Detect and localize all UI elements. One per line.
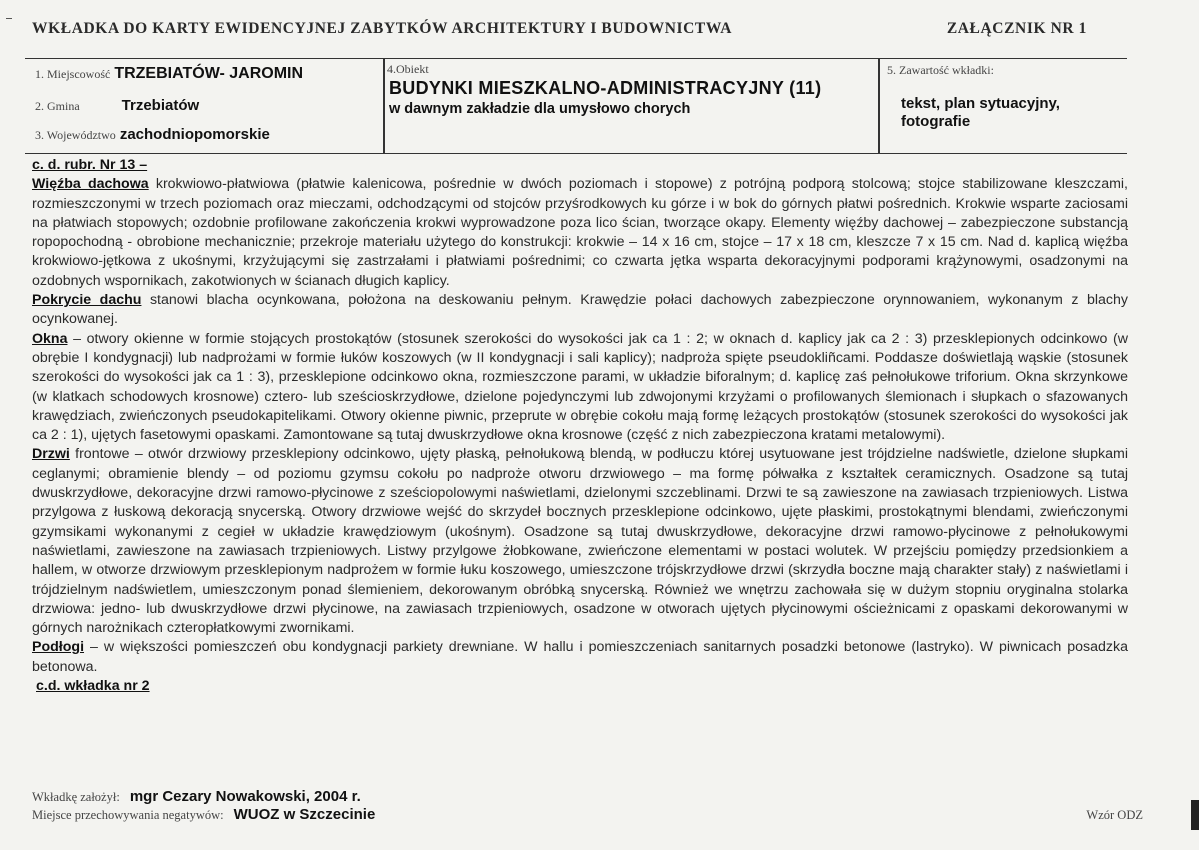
miejscowosc-value: TRZEBIATÓW- JAROMIN — [114, 65, 304, 82]
pokrycie-heading: Pokrycie dachu — [32, 292, 142, 309]
zawartosc-label: 5. Zawartość wkładki: — [887, 63, 994, 77]
gmina-label: 2. Gmina — [35, 99, 80, 113]
pokrycie-text: stanowi blacha ocynkowana, położona na deskowaniu pełnym. Krawędzie połaci dachowych zabezpieczone orynnowaniem, wykonanym z blachy ocynkowanej. — [32, 292, 1128, 328]
wiezba-text: krokwiowo-płatwiowa (płatwie kalenicowa, pośrednie w dwóch poziomach i stopowe) z potrójną podporą stolcową; stojce stabilizowane kleszczami, rozmieszczonymi w trzech poziomach oraz mieczami, odchodzącymi od stojców przyśrodkowych ku górze i w bok do górnych płatwi pośrednich. Krokwie wsparte zaciosami na płatwiach stopowych; ozdobnie profilowane zakończenia krokwi wyprowadzone poza lico ścian, tworzące okapy. Elementy więźby dachowej – zabezpieczone substancją ropopochodną - obrobione mechanicznie; przekroje materiału użytego do konstrukcji: krokwie – 14 x 16 cm, stojce – 17 x 18 cm, kleszcze 7 x 15 cm. Nad d. kaplicą więźba krokwiowo-jętkowa z ukośnymi, krzyżującymi się zastrzałami i płatwiami pośrednimi; co czwarta jętka wsparta dekoracyjnymi podporami krążynowymi, osadzonymi na ozdobnych wspornikach, zakotwionych w ścianach długich kaplicy. — [32, 176, 1128, 289]
continuation-note: c.d. wkładka nr 2 — [36, 678, 150, 695]
negatives-label: Miejsce przechowywania negatywów: — [32, 808, 224, 822]
okna-text: – otwory okienne w formie stojących prostokątów (stosunek szerokości do wysokości jak ca 1 : 2; w oknach d. kaplicy jak ca 2 : 3) przesklepionych odcinkowo (w obrębie I kondygnacji) lub nadprożami w formie łuków koszowych (w II kondygnacji i sali kaplicy); nadproża spięte pseudokliñcami. Poddasze doświetlają wąskie (stosunek szerokości do wysokości jak ca 1 : 3), przesklepione odcinkowo okna, rozmieszczone parami, w układzie biforalnym; d. kaplicę zaś pełnołukowe triforium. Okna skrzynkowe (w klatkach schodowych krosnowe) cztero- lub sześcioskrzydłowe, dzielone pojedynczymi lub zdwojonymi krzyżami o profilowanych ślemionach i słupkach o sfazowanych krawędziach, zwieńczonych pseudokapitelikami. Otwory okienne piwnic, przeprute w obrębie cokołu mają formę leżących prostokątów (stosunek szerokości do wysokości jak ca 2 : 1), ujętych fasetowymi opaskami. Zamontowane są tutaj dwuskrzydłowe okna krosnowe (część z nich zabezpieczona kratami metalowymi). — [32, 330, 1128, 444]
scan-edge-mark — [1191, 800, 1199, 830]
info-table — [25, 58, 1127, 154]
gmina-value: Trzebiatów — [121, 97, 200, 114]
section-continuation — [32, 677, 1128, 696]
okna-heading: Okna — [32, 330, 68, 347]
negatives-value: WUOZ w Szczecinie — [233, 806, 376, 823]
author-line — [32, 788, 361, 806]
zawartosc-value: tekst, plan sytuacyjny, fotografie — [901, 95, 1060, 130]
wiezba-heading: Więźba dachowa — [32, 176, 149, 193]
section-podlogi — [32, 638, 1128, 677]
wojewodztwo-label: 3. Województwo — [35, 128, 116, 142]
negatives-line — [32, 806, 375, 824]
miejscowosc-label: 1. Miejscowość — [35, 67, 111, 81]
table-divider — [878, 59, 880, 153]
wojewodztwo-row — [35, 126, 270, 144]
podlogi-heading: Podłogi — [32, 639, 85, 656]
scan-mark — [6, 18, 12, 19]
obiekt-subtitle: w dawnym zakładzie dla umysłowo chorych — [389, 101, 691, 117]
wojewodztwo-value: zachodniopomorskie — [119, 126, 270, 143]
gmina-row — [35, 97, 199, 115]
drzwi-heading: Drzwi — [32, 446, 70, 463]
table-divider — [383, 59, 385, 153]
obiekt-label: 4.Obiekt — [387, 62, 429, 76]
drzwi-text: frontowe – otwór drzwiowy przesklepiony odcinkowo, ujęty płaską, pełnołukową blendą, w podłuczu której usytuowane jest trójdzielne nadświetle, dzielone słupkami ceglanymi; obramienie blendy – od poziomu gzymsu cokołu po nadproże otworu drzwiowego – ma formę półwałka z kształtek ceramicznych. Osadzone są tutaj dwuskrzydłowe, dekoracyjne drzwi ramowo-płycinowe z sześciopolowymi naświetlami, dzielonymi szczeblinami. Drzwi te są zawieszone na zawiasach trzpieniowych. Listwa przylgowa z łuskową dekoracją snycerską. Otwory drzwiowe wejść do skrzydeł bocznych przesklepione odcinkowo, ujęte płaskimi, prostokątnymi blendami, zwieńczonymi gzymsikami wykonanymi z cegieł w układzie krawędziowym (ukośnym). Osadzone są tutaj dwuskrzydłowe, dekoracyjne drzwi ramowo-płycinowe z pełnołukowymi naświetlami, zawieszone na zawiasach trzpieniowych. Listwy przylgowe żłobkowane, zwieńczone elementami w postaci wolutek. W przejściu pomiędzy przedsionkiem a hallem, w otworze drzwiowym przesklepionym nadprożem w formie łuku koszowego, umieszczone trójskrzydłowe drzwi (skrzydła boczne mają charakter stały) z naświetlami i trójdzielnym nadświetlem, umieszczonym ponad ślemieniem, dekorowanym obróbką snycerską. Również we wnętrzu zachowała się w dużym stopniu oryginalna stolarka drzwiowa: jedno- lub dwuskrzydłowe drzwi płycinowe, na zawiasach trzpieniowych, osadzone w otworach ujętych płycinowymi ościeżnicami z opaskami dekorowanymi w górnych narożnikach czteropłatkowymi zwornikami. — [32, 446, 1128, 637]
section-drzwi — [32, 445, 1128, 638]
section-okna — [32, 330, 1128, 446]
description-body — [32, 156, 1128, 696]
section-pokrycie — [32, 291, 1128, 330]
section-wiezba — [32, 175, 1128, 291]
author-value: mgr Cezary Nowakowski, 2004 r. — [129, 788, 361, 805]
document-title: WKŁADKA DO KARTY EWIDENCYJNEJ ZABYTKÓW ARCHITEKTURY I BUDOWNICTWA — [32, 20, 733, 37]
obiekt-title: BUDYNKI MIESZKALNO-ADMINISTRACYJNY (11) — [389, 78, 822, 98]
section-rubr — [32, 156, 1128, 175]
author-label: Wkładkę założył: — [32, 790, 120, 804]
miejscowosc-row — [35, 65, 303, 83]
rubric-heading: c. d. rubr. Nr 13 – — [32, 157, 148, 173]
form-template-label: Wzór ODZ — [1086, 808, 1143, 822]
podlogi-text: – w większości pomieszczeń obu kondygnacji parkiety drewniane. W hallu i pomieszczeniach sanitarnych posadzki betonowe (lastryko). W piwnicach posadzka betonowa. — [32, 639, 1128, 675]
attachment-number: ZAŁĄCZNIK NR 1 — [946, 20, 1087, 37]
